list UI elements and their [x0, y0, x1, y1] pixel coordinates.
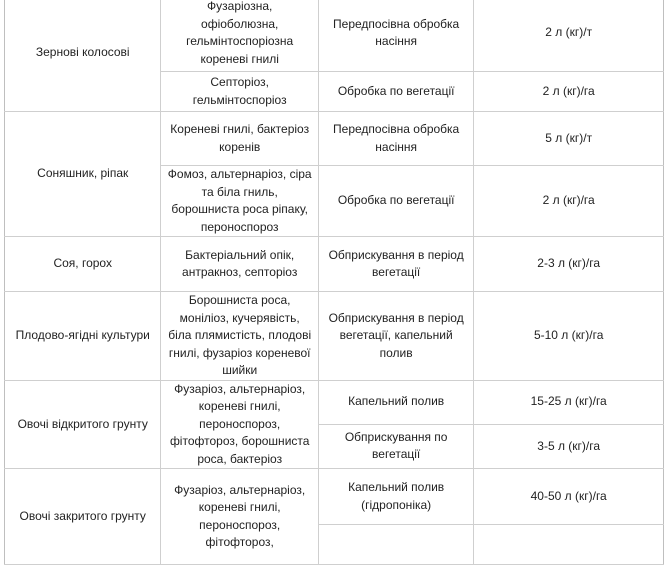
disease-cell: Бактеріальний опік, антракноз, септоріоз	[161, 237, 318, 292]
rate-cell: 2 л (кг)/га	[474, 72, 664, 112]
rate-cell	[474, 525, 664, 565]
table-row	[5, 0, 664, 72]
crop-cell: Плодово-ягідні культури	[5, 292, 161, 381]
crop-cell: Зернові колосові	[5, 0, 161, 112]
disease-cell: Борошниста роса, моніліоз, кучерявість, біла плямистість, плодові гнилі, фузаріоз кореневої шийки	[161, 292, 318, 381]
crop-cell: Овочі закритого грунту	[5, 469, 161, 565]
method-cell: Обприскування по вегетації	[318, 424, 473, 468]
method-cell: Капельний полив	[318, 380, 473, 424]
method-cell: Обробка по вегетації	[318, 166, 473, 237]
disease-cell: Фузаріоз, альтернаріоз, кореневі гнилі, пероноспороз, фітофтороз, борошниста роса, бактеріоз	[161, 380, 318, 469]
rate-cell: 3-5 л (кг)/га	[474, 424, 664, 468]
disease-cell: Фомоз, альтернаріоз, сіра та біла гниль, борошниста роса ріпаку, пероноспороз	[161, 166, 318, 237]
disease-cell: Кореневі гнилі, бактеріоз коренів	[161, 112, 318, 166]
disease-cell: Фузаріозна, офіоболюзна, гельмінтоспоріозна кореневі гнилі	[161, 0, 318, 72]
crop-cell: Овочі відкритого грунту	[5, 380, 161, 469]
method-cell: Обприскування в період вегетації	[318, 237, 473, 292]
rate-cell: 2 л (кг)/га	[474, 166, 664, 237]
crop-cell: Соя, горох	[5, 237, 161, 292]
rate-cell: 5-10 л (кг)/га	[474, 292, 664, 381]
table-row	[5, 112, 664, 166]
disease-cell: Септоріоз, гельмінтоспоріоз	[161, 72, 318, 112]
rate-cell: 5 л (кг)/т	[474, 112, 664, 166]
table-row	[5, 469, 664, 525]
disease-cell: Фузаріоз, альтернаріоз, кореневі гнилі, пероноспороз, фітофтороз,	[161, 469, 318, 565]
rate-cell: 40-50 л (кг)/га	[474, 469, 664, 525]
method-cell: Обприскування в період вегетації, капельний полив	[318, 292, 473, 381]
table-container	[4, 0, 664, 565]
method-cell	[318, 525, 473, 565]
product-usage-table	[4, 0, 664, 565]
method-cell: Передпосівна обробка насіння	[318, 112, 473, 166]
table-row	[5, 380, 664, 424]
rate-cell: 2-3 л (кг)/га	[474, 237, 664, 292]
rate-cell: 2 л (кг)/т	[474, 0, 664, 72]
rate-cell: 15-25 л (кг)/га	[474, 380, 664, 424]
table-row	[5, 237, 664, 292]
table-row	[5, 292, 664, 381]
method-cell: Передпосівна обробка насіння	[318, 0, 473, 72]
crop-cell: Соняшник, ріпак	[5, 112, 161, 237]
method-cell: Обробка по вегетації	[318, 72, 473, 112]
method-cell: Капельний полив (гідропоніка)	[318, 469, 473, 525]
